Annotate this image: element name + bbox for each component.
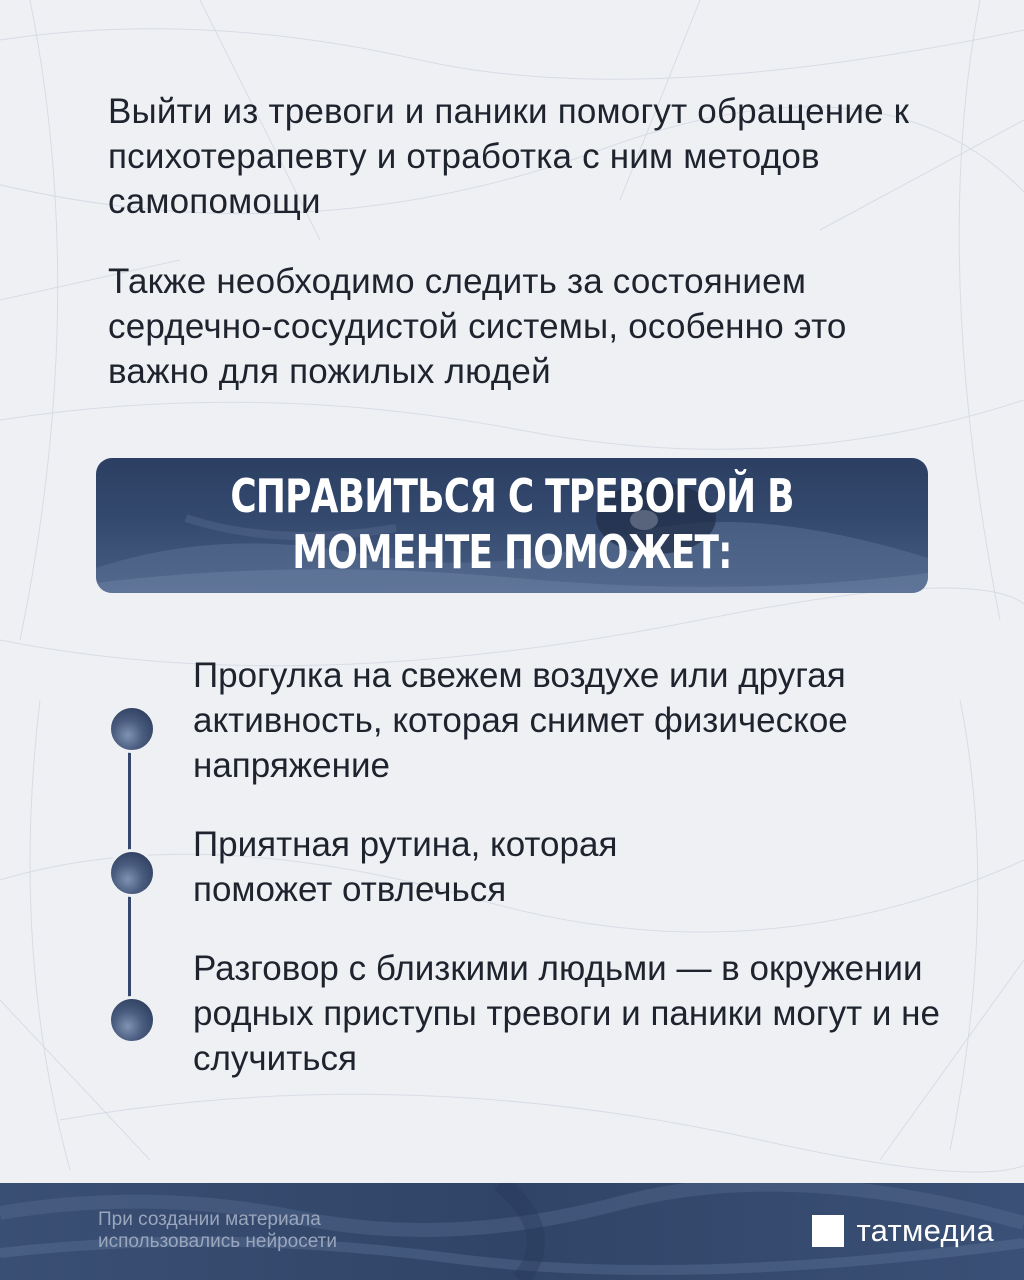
- brand-square-icon: [812, 1215, 844, 1247]
- tip-item: Разговор с близкими людьми — в окружении родных приступы тревоги и паники могут и не случиться: [193, 949, 940, 1078]
- brand-name: татмедиа: [856, 1213, 994, 1248]
- ai-disclaimer: При создании материала использовались нейросети: [98, 1209, 337, 1252]
- tip-item: Приятная рутина, которая поможет отвлечься: [193, 825, 618, 909]
- timeline-dot: [108, 849, 156, 897]
- intro-paragraph-1: Выйти из тревоги и паники помогут обращение к психотерапевту и отработка с ним методов самопомощи: [108, 92, 910, 221]
- intro-paragraph-2: Также необходимо следить за состоянием сердечно-сосудистой системы, особенно это важно для пожилых людей: [108, 262, 847, 391]
- footer: [0, 1183, 1024, 1280]
- brand-logo: [812, 1213, 994, 1249]
- banner-title: СПРАВИТЬСЯ С ТРЕВОГОЙ В МОМЕНТЕ ПОМОЖЕТ:: [230, 469, 794, 579]
- timeline-dot: [108, 996, 156, 1044]
- section-banner: [96, 458, 928, 593]
- timeline-dot: [108, 705, 156, 753]
- tip-item: Прогулка на свежем воздухе или другая активность, которая снимет физическое напряжение: [193, 656, 848, 785]
